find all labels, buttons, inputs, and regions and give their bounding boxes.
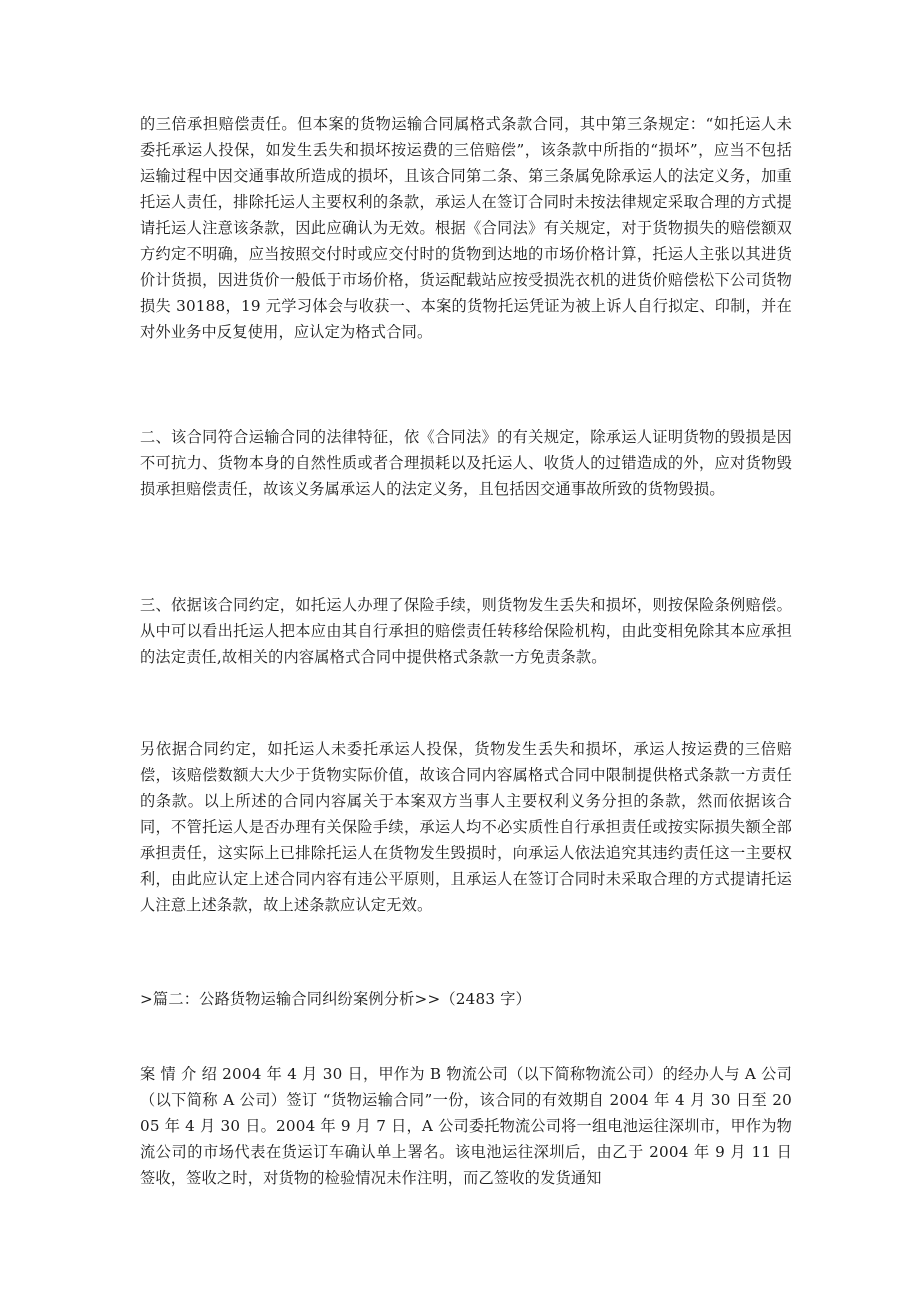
section-heading-part-two: >篇二：公路货物运输合同纠纷案例分析>>（2483 字）: [140, 990, 532, 1008]
paragraph-liability-analysis: 的三倍承担赔偿责任。但本案的货物运输合同属格式条款合同，其中第三条规定：“如托运人未委托承运人投保，如发生丢失和损坏按运费的三倍赔偿”，该条款中所指的“损坏”，应当不包括运输过程中因交通事故所造成的损坏，且该合同第二条、第三条属免除承运人的法定义务，加重托运人责任，排除托运人主要权利的条款，承运人在签订合同时未按法律规定采取合理的方式提请托运人注意该条款，因此应确认为无效。根据《合同法》有关规定，对于货物损失的赔偿额双方约定不明确，应当按照交付时或应交付时的货物到达地的市场价格计算，托运人主张以其进货价计货损，因进货价一般低于市场价格，货运配载站应按受损洗衣机的进货价赔偿松下公司货物损失 30188，19 元学习体会与收获一、本案的货物托运凭证为被上诉人自行拟定、印制，并在对外业务中反复使用，应认定为格式合同。: [140, 115, 792, 341]
paragraph-point-three: 三、依据该合同约定，如托运人办理了保险手续，则货物发生丢失和损坏，则按保险条例赔偿。从中可以看出托运人把本应由其自行承担的赔偿责任转移给保险机构，由此变相免除其本应承担的法定责任,故相关的内容属格式合同中提供格式条款一方免责条款。: [140, 596, 792, 666]
paragraph-case-introduction: 案 情 介 绍 2004 年 4 月 30 日，甲作为 B 物流公司（以下简称物流公司）的经办人与 A 公司（以下简称 A 公司）签订 “货物运输合同”一份，该合同的有效期自 2004 年 4 月 30 日至 2005 年 4 月 30 日。2004 年 9 月 7 日，A 公司委托物流公司将一组电池运往深圳市，甲作为物流公司的市场代表在货运订车确认单上署名。该电池运往深圳后，由乙于 2004 年 9 月 11 日签收，签收之时，对货物的检验情况未作注明，而乙签收的发货通知: [140, 1065, 792, 1187]
paragraph-additional-analysis: 另依据合同约定，如托运人未委托承运人投保，货物发生丢失和损坏，承运人按运费的三倍赔偿，该赔偿数额大大少于货物实际价值，故该合同内容属格式合同中限制提供格式条款一方责任的条款。以上所述的合同内容属关于本案双方当事人主要权利义务分担的条款，然而依据该合同，不管托运人是否办理有关保险手续，承运人均不必实质性自行承担责任或按实际损失额全部承担责任，这实际上已排除托运人在货物发生毁损时，向承运人依法追究其违约责任这一主要权利，由此应认定上述合同内容有违公平原则，且承运人在签订合同时未采取合理的方式提请托运人注意上述条款，故上述条款应认定无效。: [140, 740, 792, 914]
paragraph-point-two: 二、该合同符合运输合同的法律特征，依《合同法》的有关规定，除承运人证明货物的毁损是因不可抗力、货物本身的自然性质或者合理损耗以及托运人、收货人的过错造成的外，应对货物毁损承担赔偿责任，故该义务属承运人的法定义务，且包括因交通事故所致的货物毁损。: [140, 428, 792, 498]
